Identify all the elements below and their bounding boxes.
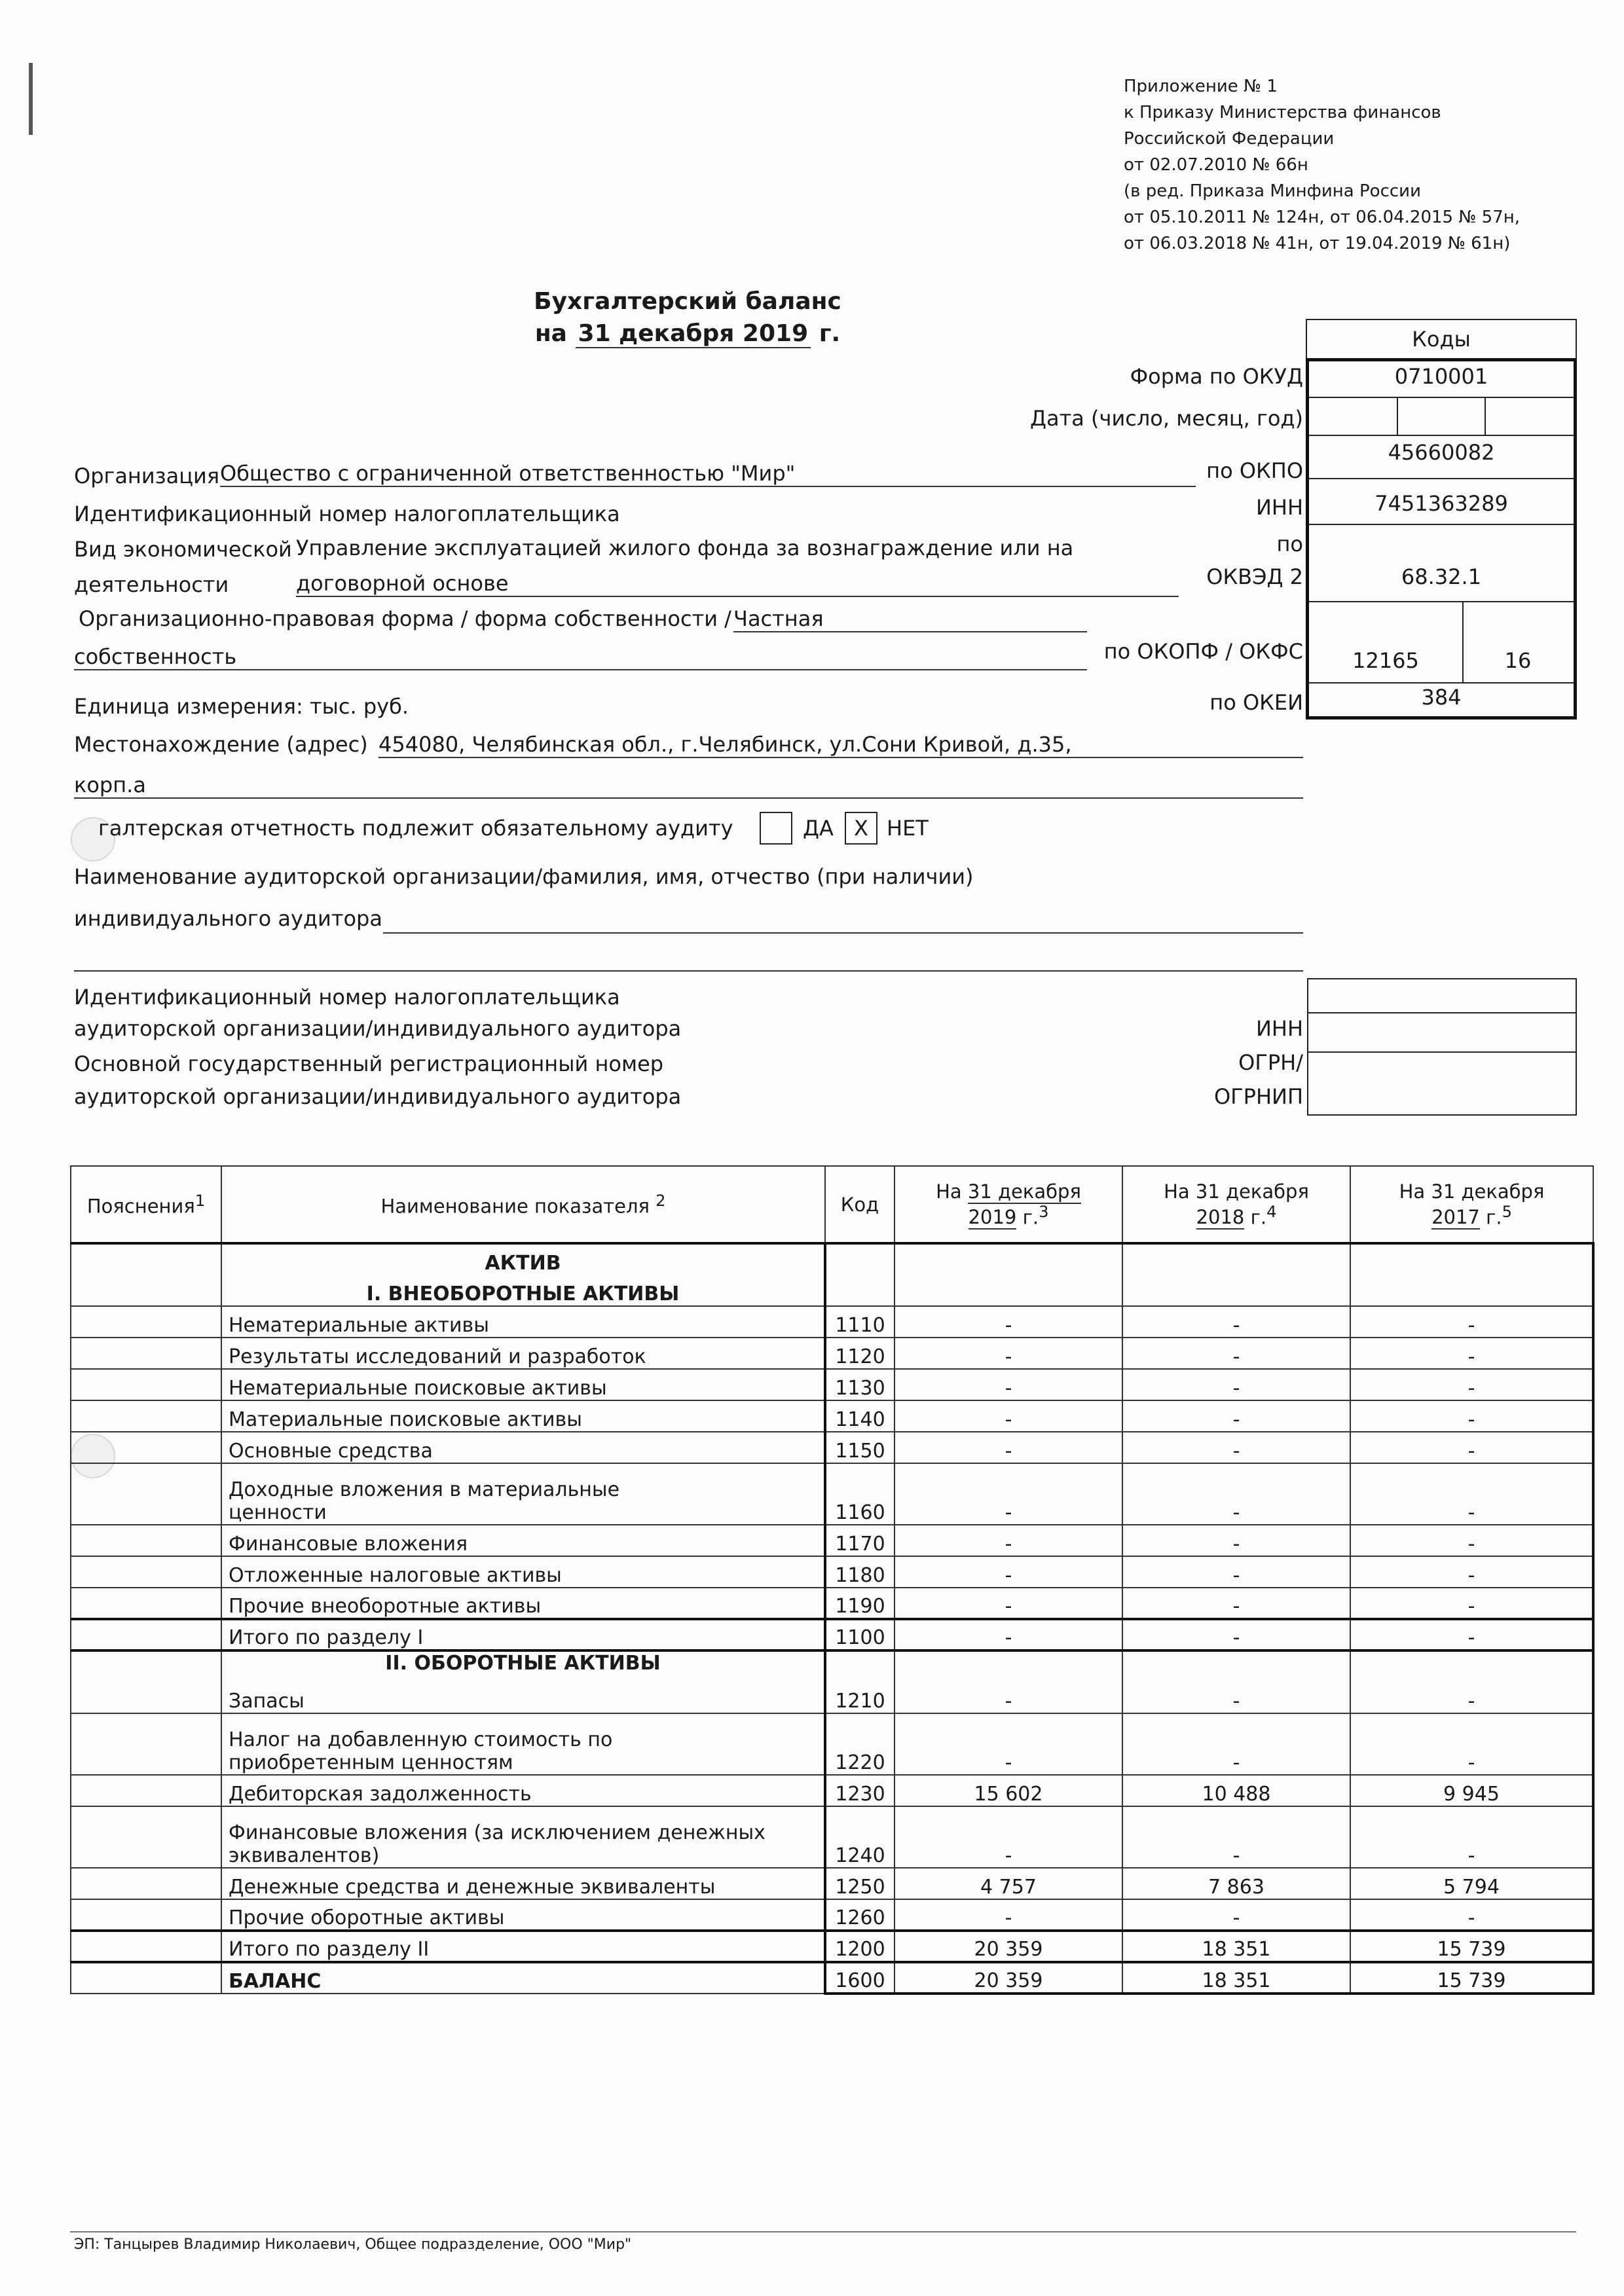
table-row: Дебиторская задолженность 1230 15 602 10 488 9 945 bbox=[71, 1775, 1593, 1806]
codes-header: Коды bbox=[1306, 319, 1577, 359]
activity-label-2: деятельности bbox=[74, 572, 229, 597]
okopf-value: 12165 bbox=[1352, 648, 1419, 673]
unit-label: Единица измерения: тыс. руб. bbox=[74, 694, 409, 719]
signature-footer: ЭП: Танцырев Владимир Николаевич, Общее подразделение, ООО "Мир" bbox=[74, 2236, 632, 2253]
header-2018: На 31 декабря 2018 г.$^4$ bbox=[1122, 1166, 1350, 1243]
org-label: Организация bbox=[74, 464, 220, 488]
table-row: Основные средства 1150 - - - bbox=[71, 1432, 1593, 1463]
address-value-1: 454080, Челябинская обл., г.Челябинск, ул.Сони Кривой, д.35, bbox=[378, 732, 1303, 758]
table-header-row bbox=[71, 1166, 1593, 1243]
table-row: Финансовые вложения (за исключением денежных эквивалентов) 1240 - - - bbox=[71, 1806, 1593, 1868]
auditor-ogrn-code-label-1: ОГРН/ bbox=[1238, 1050, 1303, 1075]
auditor-inn-label-1: Идентификационный номер налогоплательщика bbox=[74, 985, 620, 1010]
header-2019: На 31 декабря 2019 г.$^3$ bbox=[895, 1166, 1122, 1243]
aktiv-heading: АКТИВ bbox=[221, 1243, 825, 1275]
auditor-name-line-2 bbox=[74, 970, 1303, 972]
okfs-value: 16 bbox=[1504, 648, 1532, 673]
footer-rule bbox=[70, 2231, 1576, 2232]
auditor-ogrn-label-2: аудиторской организации/индивидуального аудитора bbox=[74, 1084, 682, 1109]
balance-table bbox=[70, 1165, 1595, 1995]
table-row: Доходные вложения в материальные ценности 1160 - - - bbox=[71, 1463, 1593, 1525]
title-suffix: г. bbox=[819, 320, 841, 347]
table-row: Прочие оборотные активы 1260 - - - bbox=[71, 1899, 1593, 1931]
inn-code-label: ИНН bbox=[1255, 495, 1303, 520]
audit-yes-checkbox[interactable] bbox=[760, 812, 792, 845]
okved-value: 68.32.1 bbox=[1401, 564, 1482, 589]
okei-label: по ОКЕИ bbox=[1209, 690, 1303, 715]
audit-no-checkbox[interactable]: X bbox=[845, 812, 877, 845]
appendix-line: от 06.03.2018 № 41н, от 19.04.2019 № 61н) bbox=[1124, 234, 1511, 253]
okpo-label: по ОКПО bbox=[1206, 458, 1303, 483]
inn-value: 7451363289 bbox=[1375, 491, 1508, 516]
aktiv-heading-row bbox=[71, 1243, 1593, 1275]
appendix-line: к Приказу Министерства финансов bbox=[1124, 103, 1441, 122]
audit-no-label: НЕТ bbox=[887, 816, 929, 841]
appendix-note bbox=[1124, 73, 1582, 257]
auditor-codes-box bbox=[1307, 978, 1577, 1116]
header-notes: Пояснения$^1$ bbox=[71, 1166, 221, 1243]
table-row: Налог на добавленную стоимость по приобретенным ценностям 1220 - - - bbox=[71, 1713, 1593, 1775]
appendix-line: от 02.07.2010 № 66н bbox=[1124, 155, 1308, 175]
org-name: Общество с ограниченной ответственностью "Мир" bbox=[220, 461, 1196, 487]
legal-form-label: Организационно-правовая форма / форма собственности / bbox=[79, 606, 731, 631]
header-code: Код bbox=[825, 1166, 895, 1243]
table-row: Запасы bbox=[71, 1682, 1593, 1713]
appendix-line: Приложение № 1 bbox=[1124, 77, 1278, 96]
title-prefix: на bbox=[534, 320, 567, 347]
okopf-label: по ОКОПФ / ОКФС bbox=[1103, 639, 1303, 664]
header-name: Наименование показателя $^2$ bbox=[221, 1166, 825, 1243]
section2-heading-row: II. ОБОРОТНЫЕ АКТИВЫ 1210 - - - bbox=[71, 1650, 1593, 1682]
okved-label-2: ОКВЭД 2 bbox=[1206, 564, 1303, 589]
section2-heading: II. ОБОРОТНЫЕ АКТИВЫ bbox=[221, 1650, 825, 1682]
document-title bbox=[458, 288, 917, 347]
appendix-line: (в ред. Приказа Минфина России bbox=[1124, 181, 1421, 201]
auditor-inn-code-label: ИНН bbox=[1255, 1016, 1303, 1041]
header-2017: На 31 декабря 2017 г.$^5$ bbox=[1350, 1166, 1593, 1243]
address-value-2: корп.а bbox=[74, 773, 1303, 799]
table-row: Отложенные налоговые активы 1180 - - - bbox=[71, 1556, 1593, 1588]
okud-value: 0710001 bbox=[1394, 364, 1488, 389]
legal-form-value-2: собственность bbox=[74, 644, 1087, 670]
auditor-name-label-1: Наименование аудиторской организации/фамилия, имя, отчество (при наличии) bbox=[74, 864, 974, 889]
auditor-name-label-2: индивидуального аудитора bbox=[74, 906, 382, 931]
section1-heading: I. ВНЕОБОРОТНЫЕ АКТИВЫ bbox=[221, 1275, 825, 1306]
table-row: Денежные средства и денежные эквиваленты 1250 4 757 7 863 5 794 bbox=[71, 1868, 1593, 1899]
balance-total-row: БАЛАНС 1600 20 359 18 351 15 739 bbox=[71, 1962, 1593, 1994]
date-cells bbox=[1309, 397, 1574, 435]
table-row: Нематериальные поисковые активы 1130 - - - bbox=[71, 1369, 1593, 1400]
auditor-ogrn-code-label-2: ОГРНИП bbox=[1213, 1084, 1303, 1109]
title-line1: Бухгалтерский баланс bbox=[534, 288, 841, 315]
date-label: Дата (число, месяц, год) bbox=[1030, 406, 1303, 431]
okved-label-1: по bbox=[1276, 532, 1303, 556]
table-row: Прочие внеоборотные активы 1190 - - - bbox=[71, 1588, 1593, 1619]
okei-value: 384 bbox=[1421, 685, 1462, 710]
appendix-line: Российской Федерации bbox=[1124, 129, 1335, 149]
subtotal-row: Итого по разделу II 1200 20 359 18 351 15 739 bbox=[71, 1931, 1593, 1962]
okpo-value: 45660082 bbox=[1388, 440, 1495, 465]
activity-value-1: Управление эксплуатацией жилого фонда за вознаграждение или на bbox=[296, 536, 1074, 560]
report-date: 31 декабря 2019 bbox=[576, 320, 811, 348]
audit-question: галтерская отчетность подлежит обязательному аудиту bbox=[98, 816, 733, 841]
binding-mark bbox=[29, 63, 33, 135]
legal-form-value-1: Частная bbox=[733, 606, 1087, 632]
appendix-line: от 05.10.2011 № 124н, от 06.04.2015 № 57н, bbox=[1124, 208, 1521, 227]
audit-yes-label: ДА bbox=[803, 816, 834, 841]
auditor-inn-label-2: аудиторской организации/индивидуального аудитора bbox=[74, 1016, 682, 1041]
okud-label: Форма по ОКУД bbox=[1130, 364, 1303, 389]
auditor-ogrn-label-1: Основной государственный регистрационный номер bbox=[74, 1051, 664, 1076]
table-row: Результаты исследований и разработок 1120 - - - bbox=[71, 1338, 1593, 1369]
inn-label: Идентификационный номер налогоплательщика bbox=[74, 501, 620, 526]
address-label: Местонахождение (адрес) bbox=[74, 732, 368, 757]
subtotal-row: Итого по разделу I 1100 - - - bbox=[71, 1619, 1593, 1650]
table-row: Материальные поисковые активы 1140 - - - bbox=[71, 1400, 1593, 1432]
table-row: Финансовые вложения 1170 - - - bbox=[71, 1525, 1593, 1556]
activity-value-2: договорной основе bbox=[296, 571, 1179, 597]
activity-label-1: Вид экономической bbox=[74, 537, 292, 562]
table-row: Нематериальные активы 1110 - - - bbox=[71, 1306, 1593, 1338]
auditor-name-line-1 bbox=[383, 932, 1303, 934]
